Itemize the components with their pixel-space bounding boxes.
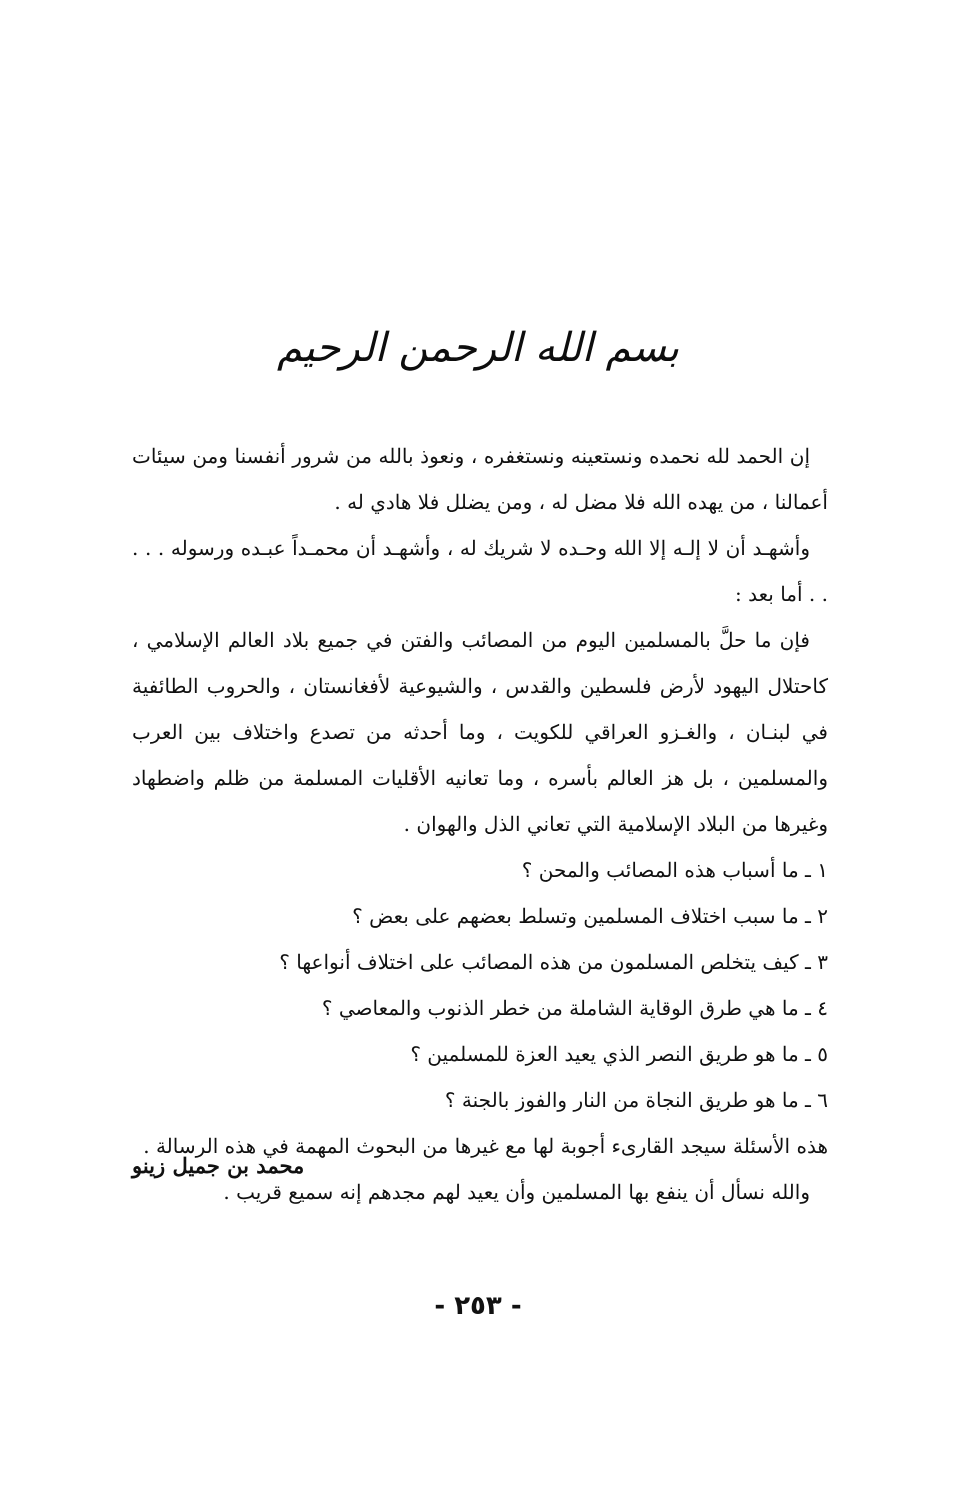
question-item: ٣ ـ كيف يتخلص المسلمون من هذه المصائب على اختلاف أنواعها ؟ bbox=[279, 950, 828, 974]
question-item: ١ ـ ما أسباب هذه المصائب والمحن ؟ bbox=[521, 858, 828, 882]
question-item: ٥ ـ ما هو طريق النصر الذي يعيد العزة للمسلمين ؟ bbox=[410, 1042, 828, 1066]
closing-paragraph-prayer: والله نسأل أن ينفع بها المسلمين وأن يعيد لهم مجدهم إنه سميع قريب . bbox=[223, 1180, 810, 1204]
question-item: ٢ ـ ما سبب اختلاف المسلمين وتسلط بعضهم على بعض ؟ bbox=[352, 904, 828, 928]
basmala-heading: بسم الله الرحمن الرحيم bbox=[276, 325, 680, 371]
question-item: ٦ ـ ما هو طريق النجاة من النار والفوز بالجنة ؟ bbox=[444, 1088, 828, 1112]
intro-paragraph-praise: إن الحمد لله نحمده ونستعينه ونستغفره ، ونعوذ بالله من شرور أنفسنا ومن سيئات أعمالنا ، من يهده الله فلا مضل له ، ومن يضلل فلا هادي له . bbox=[132, 444, 828, 514]
main-text bbox=[132, 433, 828, 1215]
intro-paragraph-testimony: وأشهـد أن لا إلـه إلا الله وحـده لا شريك له ، وأشهـد أن محمـداً عبـده ورسوله . . . . . أما بعد : bbox=[132, 536, 828, 606]
questions-list bbox=[132, 847, 828, 1123]
author-signature: محمد بن جميل زينو bbox=[132, 1153, 305, 1178]
question-item: ٤ ـ ما هي طرق الوقاية الشاملة من خطر الذنوب والمعاصي ؟ bbox=[321, 996, 828, 1020]
closing-paragraph-questions: هذه الأسئلة سيجد القارىء أجوبة لها مع غيرها من البحوث المهمة في هذه الرسالة . bbox=[143, 1134, 828, 1158]
page-number: - ٢٥٣ - bbox=[434, 1291, 522, 1321]
intro-paragraph-calamities: فإن ما حلَّ بالمسلمين اليوم من المصائب والفتن في جميع بلاد العالم الإسلامي ، كاحتلال اليهود لأرض فلسطين والقدس ، والشيوعية لأفغانستان ، والحروب الطائفية في لبنـان ، والغـزو العراقي للكويت ، وما أحدثه من تصدع واختلاف بين العرب والمسلمين ، بل هز العالم بأسره ، وما تعانيه الأقليات المسلمة من ظلم واضطهاد وغيرها من البلاد الإسلامية التي تعاني الذل والهوان . bbox=[132, 628, 828, 836]
